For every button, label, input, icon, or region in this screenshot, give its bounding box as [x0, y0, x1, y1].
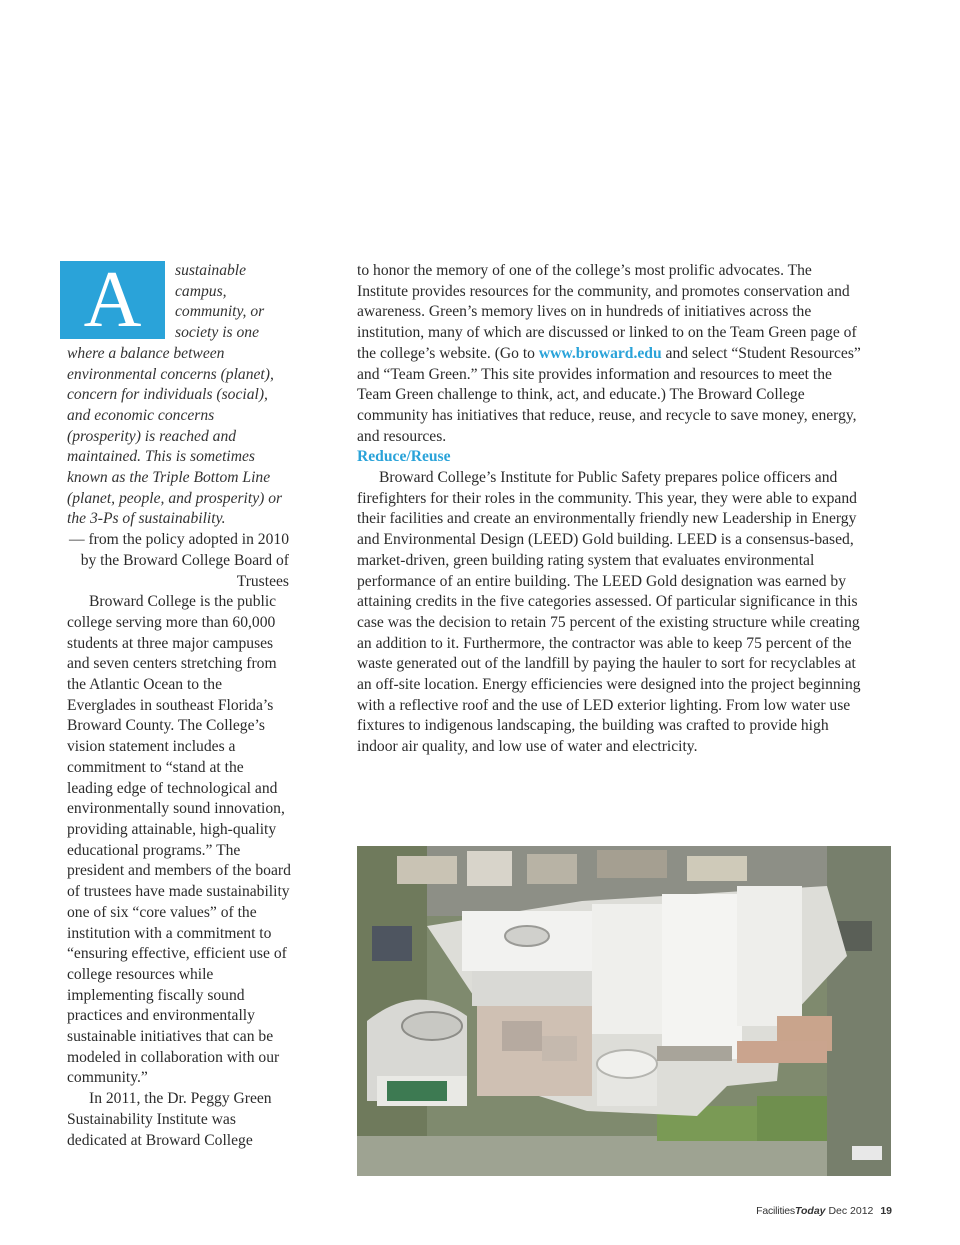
left-column	[67, 256, 291, 1151]
publication-name: Facilities	[756, 1205, 795, 1217]
issue-date: Dec 2012	[828, 1205, 874, 1217]
body-paragraph: Broward College is the public college serving more than 60,000 students at three major campuses and seven centers stretching from the Atlantic Ocean to the Everglades in southeast Florida’s Broward County. The College’s vision statement includes a commitment to “stand at the leading edge of technological and environmentally sound innovation, providing attainable, high-quality educational programs.” The president and members of the board of trustees have made sustainability one of six “core values” of the institution with a commitment to “ensuring effective, efficient use of college resources while implementing fiscally sound practices and environmentally sustainable initiatives that can be modeled in collaboration with our community.”	[67, 593, 291, 1087]
intro-quote: sustainable campus, community, or society is one where a balance between environmental concerns (planet), concern for individuals (social), and economic concerns (prosperity) is reached and maintained. This is sometimes known as the Triple Bottom Line (planet, people, and prosperity) or the 3-Ps of sustainability.	[67, 262, 283, 528]
publication-name-bold: Today	[794, 1205, 826, 1217]
aerial-building-photo	[357, 846, 891, 1176]
page-number: 19	[880, 1205, 892, 1217]
right-column	[357, 261, 865, 758]
section-subhead: Reduce/Reuse	[357, 448, 451, 466]
website-link[interactable]: www.broward.edu	[538, 344, 662, 362]
drop-cap: A	[60, 261, 165, 339]
body-paragraph: In 2011, the Dr. Peggy Green Sustainability Institute was dedicated at Broward College	[67, 1090, 272, 1149]
body-text: to honor the memory of one of the college’s most prolific advocates. The Institute provides resources for the community, and promotes conservation and awareness. Green’s memory lives on in hundreds of initiatives across the institution, many of which are discussed or linked to on the Team Green page of the college’s website. (Go to	[357, 262, 857, 362]
body-paragraph: Broward College’s Institute for Public Safety prepares police officers and firefighters for their roles in the community. This year, they were able to expand their facilities and create an environmentally friendly new Leadership in Energy and Environmental Design (LEED) Gold building. LEED is a consensus-based, market-driven, green building rating system that evaluates environmental performance of an entire building. The LEED Gold designation was earned by attaining credits in the five categories assessed. Of particular significance in this case was the decision to retain 75 percent of the existing structure while creating an addition to it. Furthermore, the contractor was able to keep 75 percent of the waste generated out of the landfill by paying the hauler to sort for recyclables at an off-site location. Energy efficiencies were designed into the project beginning with a reflective roof and the use of LED exterior lighting. From low water use fixtures to indigenous landscaping, the building was crafted to provide high indoor air quality, and low use of water and electricity.	[357, 469, 861, 756]
page-footer	[756, 1205, 892, 1217]
quote-attribution: — from the policy adopted in 2010 by the Broward College Board of Trustees	[68, 531, 289, 590]
body-paragraph	[357, 261, 865, 447]
body-text: and select “Student Resources” and “Team Green.” This site provides information and resources to meet the Team Green challenge to think, act, and educate.) The Broward College community has initiatives that reduce, reuse, and recycle to save money, energy, and resources.	[357, 344, 861, 445]
